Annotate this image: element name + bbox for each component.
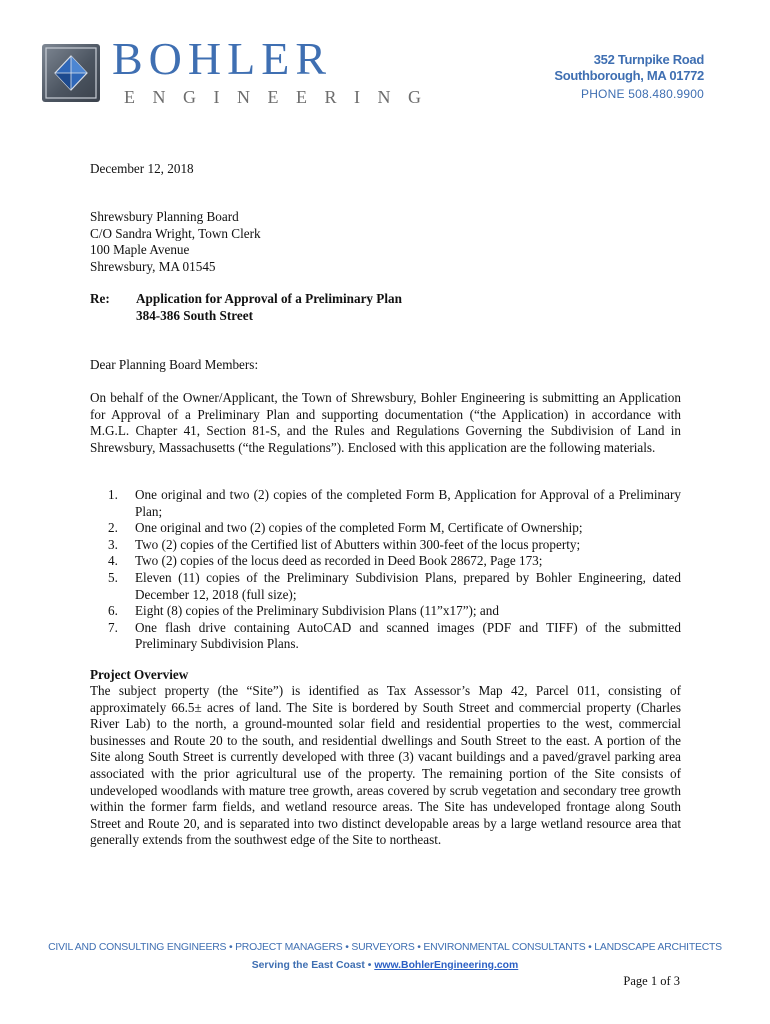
re-label: Re: <box>90 291 110 306</box>
footer-tagline-row <box>0 960 770 971</box>
list-text: One flash drive containing AutoCAD and scanned images (PDF and TIFF) of the submitted Preliminary Subdivision Plans. <box>135 619 681 652</box>
list-number: 2. <box>108 520 118 536</box>
phone-number: PHONE 508.480.9900 <box>580 87 704 101</box>
salutation: Dear Planning Board Members: <box>90 357 259 372</box>
list-text: Two (2) copies of the Certified list of Abutters within 300-feet of the locus property; <box>135 536 581 552</box>
recipient-line: 100 Maple Avenue <box>90 242 190 258</box>
list-item <box>108 537 681 554</box>
list-item <box>108 553 681 570</box>
brand-name: BOHLER <box>112 33 332 84</box>
list-text: Eight (8) copies of the Preliminary Subdivision Plans (11”x17”); and <box>135 603 499 619</box>
subject-line: 384-386 South Street <box>136 307 253 323</box>
list-number: 1. <box>108 487 118 502</box>
list-number: 7. <box>108 619 118 635</box>
list-item <box>108 570 681 603</box>
materials-list <box>108 487 681 653</box>
list-item <box>108 487 681 520</box>
overview-paragraph: The subject property (the “Site”) is identified as Tax Assessor’s Map 42, Parcel 011, consisting of approximately 66.5± acres of land. The Site is bordered by South Street and commercial property (Charles River Lab) to the north, a ground-mounted solar field and residential properties to the west, commercial businesses and Route 20 to the south, and residential dwellings and South Street to the east. A portion of the Site along South Street is currently developed with three (3) vacant buildings and a paved/gravel parking area associated with the prior agricultural use of the property. The remaining portion of the Site consists of undeveloped woodlands with mature tree growth, areas covered by scrub vegetation and secondary tree growth within the former farm fields, and wetland resource areas. The Site has undeveloped frontage along South Street and Route 20, and is separated into two distinct developable areas by a large wetland resource area that generally extends from the southwest edge of the Site to northeast. <box>90 683 681 848</box>
brand-subtitle: ENGINEERING <box>124 87 439 107</box>
list-item <box>108 603 681 620</box>
address-line-2: Southborough, MA 01772 <box>554 68 704 83</box>
list-number: 6. <box>108 603 118 619</box>
address-line-1: 352 Turnpike Road <box>593 52 704 67</box>
letter-date: December 12, 2018 <box>90 161 194 176</box>
website-link[interactable]: www.BohlerEngineering.com <box>374 960 519 971</box>
recipient-line: Shrewsbury Planning Board <box>90 209 239 224</box>
recipient-address <box>90 209 261 275</box>
list-number: 4. <box>108 553 118 569</box>
footer-tagline: Serving the East Coast • <box>251 960 372 971</box>
subject-line: Application for Approval of a Preliminary Plan <box>136 291 402 306</box>
list-text: One original and two (2) copies of the completed Form M, Certificate of Ownership; <box>135 520 583 536</box>
list-number: 3. <box>108 536 118 552</box>
list-item <box>108 520 681 537</box>
page-number: Page 1 of 3 <box>623 974 680 988</box>
intro-paragraph: On behalf of the Owner/Applicant, the Town of Shrewsbury, Bohler Engineering is submitting an Application for Approval of a Preliminary Plan and supporting documentation (“the Application) in accordance with M.G.L. Chapter 41, Section 81-S, and the Rules and Regulations Governing the Subdivision of Land in Shrewsbury, Massachusetts (“the Regulations”). Enclosed with this application are the following materials. <box>90 390 681 455</box>
recipient-line: Shrewsbury, MA 01545 <box>90 258 216 274</box>
footer-services: CIVIL AND CONSULTING ENGINEERS • PROJECT MANAGERS • SURVEYORS • ENVIRONMENTAL CONSULTANTS • LANDSCAPE ARCHITECTS <box>48 942 722 953</box>
company-logo <box>42 44 100 102</box>
recipient-line: C/O Sandra Wright, Town Clerk <box>90 225 261 241</box>
list-text: Two (2) copies of the locus deed as recorded in Deed Book 28672, Page 173; <box>135 553 543 569</box>
list-number: 5. <box>108 569 118 585</box>
section-heading: Project Overview <box>90 667 189 682</box>
list-text: Eleven (11) copies of the Preliminary Subdivision Plans, prepared by Bohler Engineering, dated December 12, 2018 (full size); <box>135 569 681 602</box>
list-item <box>108 620 681 653</box>
list-text: One original and two (2) copies of the completed Form B, Application for Approval of a Preliminary Plan; <box>135 487 681 519</box>
bohler-diamond-logo-icon <box>42 44 100 102</box>
subject-lines <box>136 291 402 324</box>
